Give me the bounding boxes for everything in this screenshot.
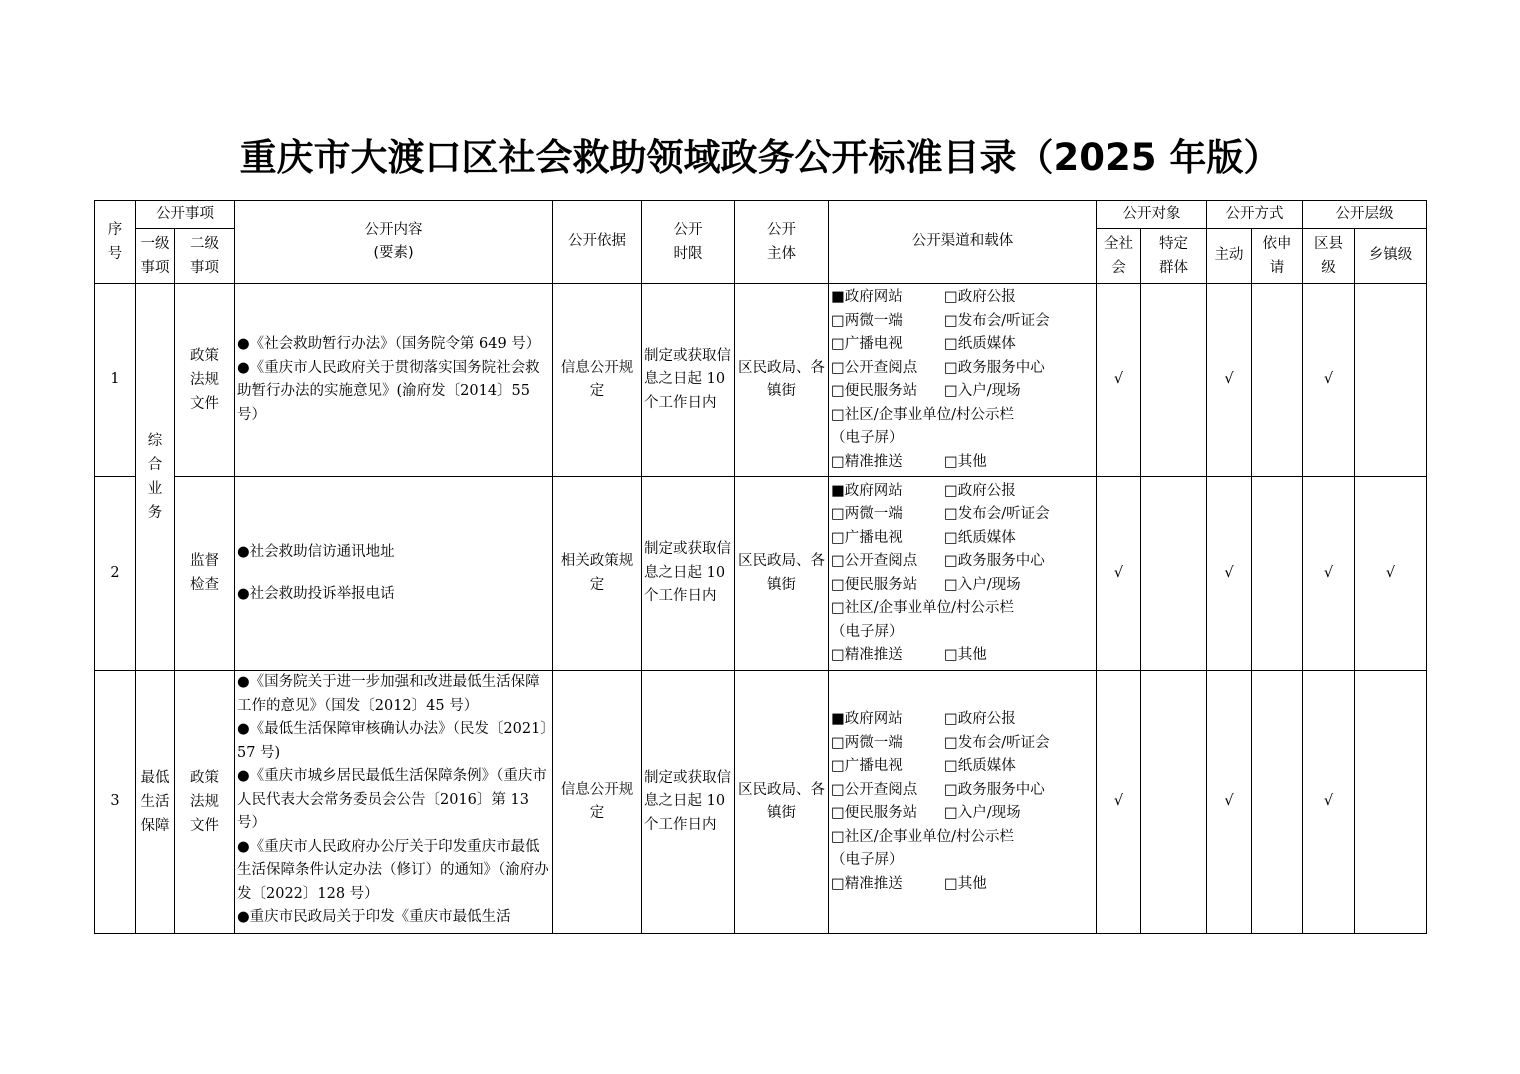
- channel-item: □政府公报: [944, 289, 1016, 305]
- header-level2: [175, 229, 235, 284]
- row-time-limit: 制定或获取信息之日起 10 个工作日内: [642, 671, 735, 934]
- row-channels: [829, 284, 1097, 477]
- channel-item: □政府公报: [944, 482, 1016, 499]
- header-content-sub: (要素): [373, 245, 414, 261]
- channel-item: □政府公报: [944, 711, 1016, 727]
- channel-item: □精准推送: [831, 647, 903, 663]
- channel-row: [831, 779, 1094, 803]
- table-row: [95, 477, 1427, 671]
- row-content: [235, 477, 553, 671]
- channel-item: □其他: [944, 875, 987, 892]
- channel-item: □政务服务中心: [944, 553, 1045, 569]
- channel-item: （电子屏）: [831, 852, 904, 868]
- channel-row: [831, 755, 1094, 779]
- header-basis: 公开依据: [553, 201, 642, 284]
- check-mode-active: √: [1207, 284, 1252, 477]
- header-time-limit: [642, 201, 735, 284]
- channel-item: □社区/企事业单位/村公示栏: [831, 406, 1014, 423]
- channel-item: □纸质媒体: [944, 758, 1016, 774]
- row-seq: 2: [95, 477, 136, 671]
- check-level-district: √: [1303, 671, 1355, 934]
- header-time-limit-label: 公开时限: [673, 221, 703, 262]
- channel-row: [831, 550, 1094, 574]
- check-audience-all: √: [1097, 671, 1141, 934]
- channel-row: [831, 732, 1094, 756]
- channel-item: □广播电视: [831, 336, 903, 352]
- content-item: ●《国务院关于进一步加强和改进最低生活保障工作的意见》（国发〔2012〕45 号）: [237, 674, 540, 714]
- catalog-table: [94, 200, 1427, 934]
- check-audience-specific: [1141, 671, 1207, 934]
- header-audience-all: [1097, 229, 1141, 284]
- content-item: ●《社会救助暂行办法》（国务院令第 649 号）: [237, 336, 541, 352]
- channel-row: [831, 380, 1094, 404]
- channel-item: （电子屏）: [831, 430, 904, 446]
- content-item: ●重庆市民政局关于印发《重庆市最低生活: [237, 909, 511, 925]
- row-level1: [136, 671, 175, 934]
- check-level-district: √: [1303, 284, 1355, 477]
- row-seq: 1: [95, 284, 136, 477]
- row-level2: [175, 477, 235, 671]
- header-audience-specific-label: 特定群体: [1159, 235, 1188, 276]
- channel-item: □公开查阅点: [831, 553, 918, 569]
- content-item: ●社会救助投诉举报电话: [237, 585, 395, 602]
- channel-item: □精准推送: [831, 875, 903, 892]
- content-item: ●《最低生活保障审核确认办法》（民发〔2021〕57 号): [237, 721, 548, 761]
- channel-row: [831, 527, 1094, 551]
- channel-item: □发布会/听证会: [944, 312, 1050, 329]
- channel-item: □便民服务站: [831, 576, 918, 593]
- channel-row: [831, 357, 1094, 381]
- channel-item: □其他: [944, 647, 987, 663]
- header-level-district: [1303, 229, 1355, 284]
- channel-item: □两微一端: [831, 734, 903, 751]
- row-subject: 区民政局、各镇街: [735, 284, 829, 477]
- row-level2-label: 政策法规文件: [190, 347, 219, 412]
- check-mode-request: [1252, 284, 1303, 477]
- header-audience-group: 公开对象: [1097, 201, 1207, 229]
- channel-row: [831, 644, 1094, 668]
- channel-item: □广播电视: [831, 529, 903, 546]
- row-seq: 3: [95, 671, 136, 934]
- header-level1: [136, 229, 175, 284]
- row-time-limit: 制定或获取信息之日起 10 个工作日内: [642, 284, 735, 477]
- header-seq-label: 序号: [107, 221, 123, 262]
- row-channels: [829, 671, 1097, 934]
- row-level1: [136, 284, 175, 671]
- channel-row: [831, 873, 1094, 897]
- channel-item: □发布会/听证会: [944, 734, 1050, 751]
- header-seq: [95, 201, 136, 284]
- channel-row: [831, 574, 1094, 598]
- row-level2-label: 政策法规文件: [190, 769, 219, 834]
- row-basis: 信息公开规定: [553, 671, 642, 934]
- channel-row: [831, 802, 1094, 826]
- channel-item: □便民服务站: [831, 805, 918, 821]
- row-level2: [175, 671, 235, 934]
- header-subject-label: 公开主体: [767, 221, 796, 262]
- row-subject: 区民政局、各镇街: [735, 477, 829, 671]
- content-item: ●社会救助信访通讯地址: [237, 544, 395, 560]
- header-level1-label: 一级事项: [140, 235, 170, 276]
- channel-item: □广播电视: [831, 758, 903, 774]
- row-subject: 区民政局、各镇街: [735, 671, 829, 934]
- channel-item: ■政府网站: [831, 482, 903, 499]
- check-level-town: √: [1355, 477, 1427, 671]
- header-subject: [735, 201, 829, 284]
- channel-item: □社区/企事业单位/村公示栏: [831, 828, 1014, 845]
- check-level-district: √: [1303, 477, 1355, 671]
- check-audience-all: √: [1097, 284, 1141, 477]
- table-row: [95, 284, 1427, 477]
- row-level2: [175, 284, 235, 477]
- row-basis: 信息公开规定: [553, 284, 642, 477]
- channel-item: □便民服务站: [831, 383, 918, 399]
- content-item: ●《重庆市城乡居民最低生活保障条例》（重庆市人民代表大会常务委员会公告〔2016〕第 13 号）: [237, 768, 547, 831]
- header-audience-specific: [1141, 229, 1207, 284]
- channel-row: [831, 286, 1094, 310]
- channel-item: □公开查阅点: [831, 781, 918, 798]
- row-level2-label: 监督检查: [190, 553, 219, 594]
- channel-item: □入户/现场: [944, 383, 1021, 399]
- content-item: ●《重庆市人民政府关于贯彻落实国务院社会救助暂行办法的实施意见》(渝府发〔2014〕55 号）: [237, 359, 540, 423]
- row-content: [235, 284, 553, 477]
- header-content-label: 公开内容: [364, 221, 423, 238]
- channel-row: [831, 708, 1094, 732]
- channel-item: □精准推送: [831, 453, 903, 470]
- check-audience-specific: [1141, 284, 1207, 477]
- channel-item: □入户/现场: [944, 805, 1021, 821]
- content-item: ●《重庆市人民政府办公厅关于印发重庆市最低生活保障条件认定办法（修订）的通知》（渝府办发〔2022〕128 号）: [237, 838, 549, 902]
- table-row: [95, 671, 1427, 934]
- channel-item: □政务服务中心: [944, 781, 1045, 798]
- header-channels: 公开渠道和载体: [829, 201, 1097, 284]
- header-level2-label: 二级事项: [190, 235, 219, 276]
- channel-item: ■政府网站: [831, 289, 903, 305]
- check-audience-all: √: [1097, 477, 1141, 671]
- channel-item: □纸质媒体: [944, 336, 1016, 352]
- channel-item: （电子屏）: [831, 623, 904, 640]
- channel-row: [831, 480, 1094, 504]
- row-level1-label: 综合业务: [147, 432, 163, 521]
- header-content: [235, 201, 553, 284]
- channel-row: [831, 451, 1094, 475]
- header-items-group: 公开事项: [136, 201, 235, 229]
- channel-item: □政务服务中心: [944, 359, 1045, 376]
- channel-item: □入户/现场: [944, 576, 1021, 593]
- channel-item: □发布会/听证会: [944, 506, 1050, 522]
- row-channels: [829, 477, 1097, 671]
- channel-row: [831, 333, 1094, 357]
- check-mode-active: √: [1207, 477, 1252, 671]
- check-mode-request: [1252, 477, 1303, 671]
- header-level-group: 公开层级: [1303, 201, 1427, 229]
- row-time-limit: 制定或获取信息之日起 10 个工作日内: [642, 477, 735, 671]
- header-level-town: 乡镇级: [1355, 229, 1427, 284]
- check-mode-active: √: [1207, 671, 1252, 934]
- channel-item: □公开查阅点: [831, 359, 918, 376]
- channel-item: □纸质媒体: [944, 529, 1016, 546]
- header-mode-request: [1252, 229, 1303, 284]
- channel-row: [831, 503, 1094, 527]
- header-mode-group: 公开方式: [1207, 201, 1303, 229]
- channel-item: □两微一端: [831, 506, 903, 522]
- header-level-district-label: 区县级: [1314, 235, 1343, 276]
- check-mode-request: [1252, 671, 1303, 934]
- header-audience-all-label: 全社会: [1104, 235, 1133, 276]
- check-level-town: [1355, 671, 1427, 934]
- check-level-town: [1355, 284, 1427, 477]
- check-audience-specific: [1141, 477, 1207, 671]
- row-content: [235, 671, 553, 934]
- channel-item: □其他: [944, 453, 987, 470]
- header-mode-active: 主动: [1207, 229, 1252, 284]
- channel-row: [831, 310, 1094, 334]
- channel-item: □社区/企事业单位/村公示栏: [831, 600, 1014, 616]
- channel-item: □两微一端: [831, 312, 903, 329]
- channel-item: ■政府网站: [831, 711, 903, 727]
- page-title: 重庆市大渡口区社会救助领域政务公开标准目录（2025 年版）: [239, 136, 1281, 179]
- content-gap: [237, 565, 550, 583]
- row-basis: 相关政策规定: [553, 477, 642, 671]
- row-level1-label: 最低生活保障: [140, 769, 170, 834]
- header-mode-request-label: 依申请: [1262, 235, 1292, 276]
